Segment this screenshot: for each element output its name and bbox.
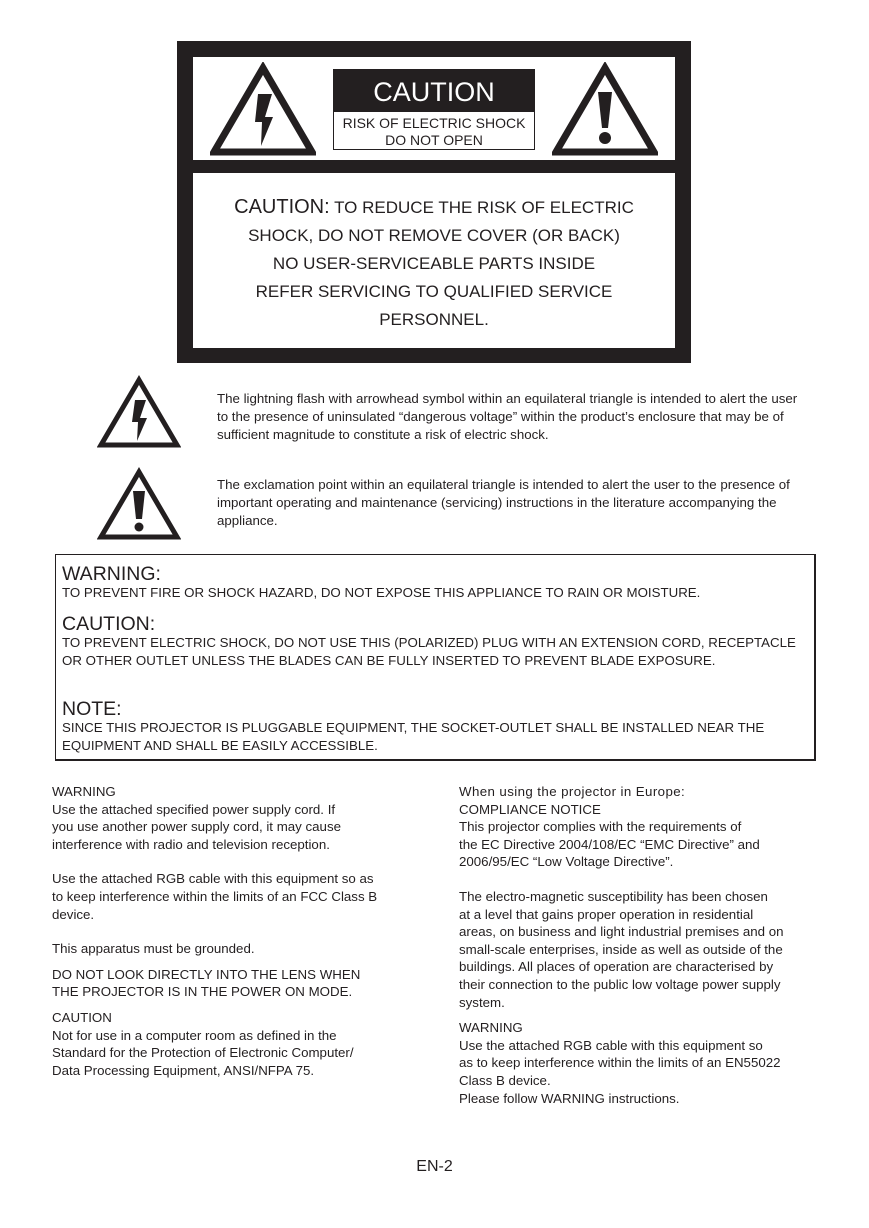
exclamation-symbol-icon (97, 467, 181, 541)
emc-line: The electro-magnetic susceptibility has been chosen (459, 888, 768, 904)
emc-line: at a level that gains proper operation in residential (459, 906, 754, 922)
computer-room-caution-line: Not for use in a computer room as defined in the (52, 1027, 337, 1043)
emc-line: small-scale enterprises, inside as well as outside of the (459, 941, 783, 957)
right-column (459, 783, 829, 1107)
computer-room-caution-line: Data Processing Equipment, ANSI/NFPA 75. (52, 1062, 315, 1078)
label-body-line-3: NO USER-SERVICEABLE PARTS INSIDE (272, 254, 596, 273)
left-column (52, 783, 422, 1079)
label-body-line-1-text: TO REDUCE THE RISK OF ELECTRIC (334, 198, 634, 217)
caution-heading: CAUTION: (62, 613, 156, 635)
exclamation-triangle-icon (552, 62, 658, 156)
label-body-line-1 (193, 193, 675, 222)
caution-label-body (193, 173, 675, 348)
warning-text: TO PREVENT FIRE OR SHOCK HAZARD, DO NOT EXPOSE THIS APPLIANCE TO RAIN OR MOISTURE. (62, 585, 701, 600)
lens-warning-line: THE PROJECTOR IS IN THE POWER ON MODE. (52, 984, 353, 1000)
en55022-warning-line: Class B device. (459, 1072, 551, 1088)
fcc-warning-line: Use the attached specified power supply cord. If (52, 801, 336, 817)
fcc-warning-line: interference with radio and television reception. (52, 836, 330, 852)
grounded-notice: This apparatus must be grounded. (52, 941, 255, 957)
risk-line-1: RISK OF ELECTRIC SHOCK (342, 115, 526, 131)
label-body-line-4: REFER SERVICING TO QUALIFIED SERVICE (255, 282, 613, 301)
emc-line: buildings. All places of operation are characterised by (459, 959, 774, 975)
en55022-warning-line: Use the attached RGB cable with this equipment so (459, 1037, 763, 1053)
warning-heading: WARNING: (62, 563, 161, 585)
en55022-warning-heading: WARNING (459, 1020, 523, 1036)
note-text: SINCE THIS PROJECTOR IS PLUGGABLE EQUIPMENT, THE SOCKET-OUTLET SHALL BE INSTALLED NEAR THE EQUIPMENT AND SHALL BE EASILY ACCESSIBLE. (62, 720, 765, 753)
lightning-symbol-explanation: The lightning flash with arrowhead symbol within an equilateral triangle is intended to alert the user to the presence of uninsulated “dangerous voltage” within the product’s enclosure that may be of sufficient magnitude to constitute a risk of electric shock. (217, 391, 798, 442)
label-body-lead: CAUTION: (234, 196, 330, 218)
rgb-cable-line: to keep interference within the limits of an FCC Class B (52, 888, 378, 904)
en55022-warning-line: Please follow WARNING instructions. (459, 1090, 680, 1106)
emc-line: areas, on business and light industrial premises and on (459, 924, 784, 940)
note-heading: NOTE: (62, 698, 122, 720)
warning-box (55, 554, 816, 761)
compliance-line: 2006/95/EC “Low Voltage Directive”. (459, 854, 674, 870)
compliance-line: the EC Directive 2004/108/EC “EMC Directive” and (459, 836, 760, 852)
computer-room-caution-heading: CAUTION (52, 1009, 112, 1025)
risk-line-2: DO NOT OPEN (385, 132, 483, 148)
caution-text: TO PREVENT ELECTRIC SHOCK, DO NOT USE THIS (POLARIZED) PLUG WITH AN EXTENSION CORD, RECEPTACLE OR OTHER OUTLET UNLESS THE BLADES CAN BE FULLY INSERTED TO PREVENT BLADE EXPOSURE. (62, 635, 796, 668)
caution-badge (333, 69, 535, 150)
lightning-symbol-icon (97, 375, 181, 449)
emc-line: system. (459, 994, 505, 1010)
en55022-warning-line: as to keep interference within the limits of an EN55022 (459, 1055, 781, 1071)
label-body-line-2: SHOCK, DO NOT REMOVE COVER (OR BACK) (248, 226, 620, 245)
exclamation-symbol-explanation: The exclamation point within an equilateral triangle is intended to alert the user to the presence of important operating and maintenance (servicing) instructions in the literature accompanying the appliance. (217, 477, 790, 528)
label-body-line-5: PERSONNEL. (379, 310, 489, 329)
page-number: EN-2 (416, 1158, 453, 1175)
caution-badge-title: CAUTION (334, 70, 534, 112)
computer-room-caution-line: Standard for the Protection of Electronic Computer/ (52, 1045, 354, 1061)
rgb-cable-line: Use the attached RGB cable with this equipment so as (52, 871, 374, 887)
lightning-triangle-icon (210, 62, 316, 156)
emc-line: their connection to the public low voltage power supply (459, 976, 781, 992)
fcc-warning-heading: WARNING (52, 784, 116, 799)
lens-warning-line: DO NOT LOOK DIRECTLY INTO THE LENS WHEN (52, 966, 361, 982)
europe-heading: When using the projector in Europe: (459, 784, 686, 799)
rgb-cable-line: device. (52, 906, 95, 922)
compliance-line: This projector complies with the requirements of (459, 819, 742, 835)
fcc-warning-line: you use another power supply cord, it may cause (52, 819, 341, 835)
compliance-heading: COMPLIANCE NOTICE (459, 801, 601, 817)
